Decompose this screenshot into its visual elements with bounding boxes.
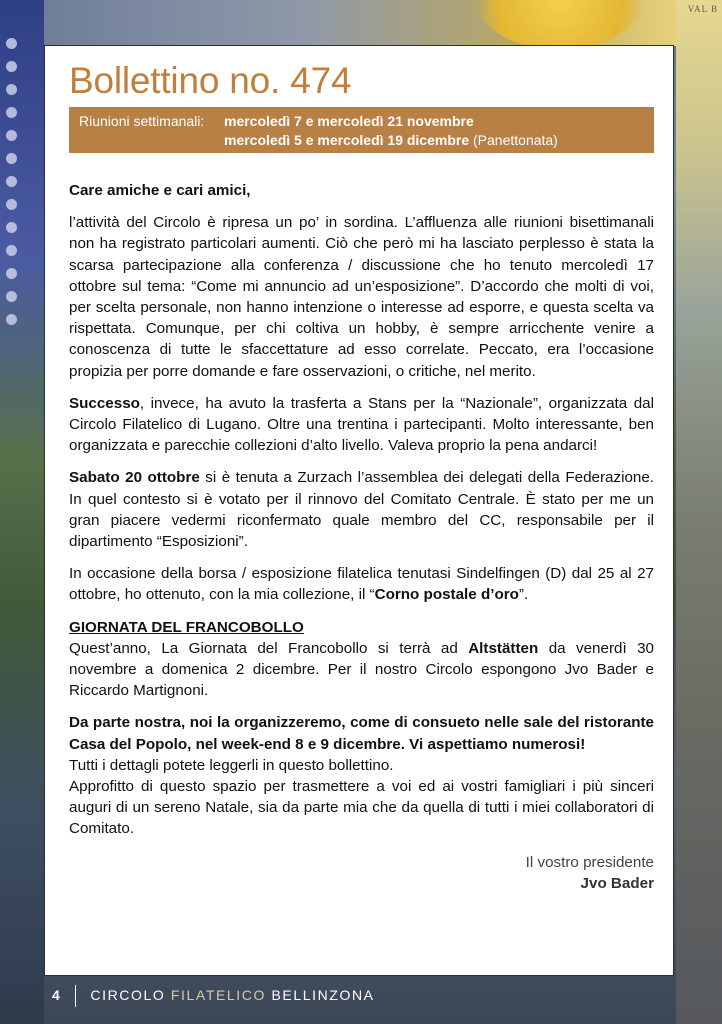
footer-word-filatelico: FILATELICO [170, 987, 266, 1003]
footer-word-bellinzona: BELLINZONA [271, 987, 375, 1003]
paragraph-stans: Successo, invece, ha avuto la trasferta a Stans per la “Nazionale”, organizzata dal Circolo Filatelico di Lugano. Oltre una trentina i partecipanti. Molto interessante, ben organizzata e parecchie collezioni d’alto livello. Valeva proprio la pena andarci! [69, 394, 654, 455]
bulletin-title: Bollettino no. 474 [69, 60, 352, 101]
bulletin-page [44, 45, 674, 976]
stamp-perforations [6, 38, 24, 337]
paragraph-zurzach: Sabato 20 ottobre si è tenuta a Zurzach l’assemblea dei delegati della Federazione. In quel contesto si è votato per il rinnovo del Comitato Centrale. È stato per me un gran piacere vedermi riconfermato quale membro del CC, responsabile per il dipartimento “Esposizioni”. [69, 469, 654, 551]
greeting: Care amiche e cari amici, [69, 182, 251, 199]
meetings-dates-december [224, 131, 558, 150]
paragraph-details: Tutti i dettagli potete leggerli in questo bollettino. [69, 756, 394, 774]
corner-stamp-text: VAL B [687, 4, 718, 14]
meetings-dates-november: mercoledì 7 e mercoledì 21 novembre [224, 113, 474, 129]
signature-role: Il vostro presidente [525, 853, 654, 871]
stamp-background-right [676, 0, 722, 1024]
page-footer [52, 983, 375, 1007]
paragraph-activity: l’attività del Circolo è ripresa un po’ in sordina. L’affluenza alle riunioni bisettimanali non ha registrato particolari aumenti. Ciò che però mi ha lasciato perplesso è stata la scarsa partecipazione alla conferenza / discussione che ho tenuto mercoledì 17 ottobre sul tema: “Come mi annuncio ad un’esposizione”. D’accordo che molti di voi, per scelta personale, non hanno intenzione o interesse ad esporre, e questa scelta va rispettata. Comunque, per chi coltiva un hobby, è sempre arricchente venire a conoscenza di tutte le sfaccettature ad esso correlate. Peccato, era l’occasione propizia per porre domande e fare osservazioni, o critiche, nel merito. [69, 214, 654, 380]
paragraph-organization: Da parte nostra, noi la organizzeremo, come di consueto nelle sale del ristorante Casa del Popolo, nel week-end 8 e 9 dicembre. Vi aspettiamo numerosi! [69, 714, 654, 753]
letter-body [69, 180, 654, 894]
signature [69, 852, 654, 894]
page-number: 4 [52, 987, 62, 1003]
footer-word-circolo: CIRCOLO [90, 987, 166, 1003]
meetings-note: (Panettonata) [469, 132, 558, 148]
paragraph-wishes: Approfitto di questo spazio per trasmettere a voi ed ai vostri famigliari i più sinceri auguri di un sereno Natale, sia da parte mia che da quella di tutti i miei collaboratori di Comitato. [69, 778, 654, 838]
paragraph-sindelfingen: In occasione della borsa / esposizione filatelica tenutasi Sindelfingen (D) dal 25 al 27 ottobre, ho ottenuto, con la mia collezione, il “Corno postale d’oro”. [69, 565, 654, 604]
section-heading: GIORNATA DEL FRANCOBOLLO [69, 618, 304, 636]
signature-name: Jvo Bader [580, 874, 654, 892]
meetings-dates-december-bold: mercoledì 5 e mercoledì 19 dicembre [224, 132, 470, 148]
meetings-label: Riunioni settimanali: [79, 113, 205, 129]
paragraph-giornata: Quest’anno, La Giornata del Francobollo si terrà ad Altstätten da venerdì 30 novembre a domenica 2 dicembre. Per il nostro Circolo espongono Jvo Bader e Riccardo Martignoni. [69, 639, 655, 700]
footer-divider [75, 985, 76, 1007]
meetings-banner [69, 107, 654, 153]
